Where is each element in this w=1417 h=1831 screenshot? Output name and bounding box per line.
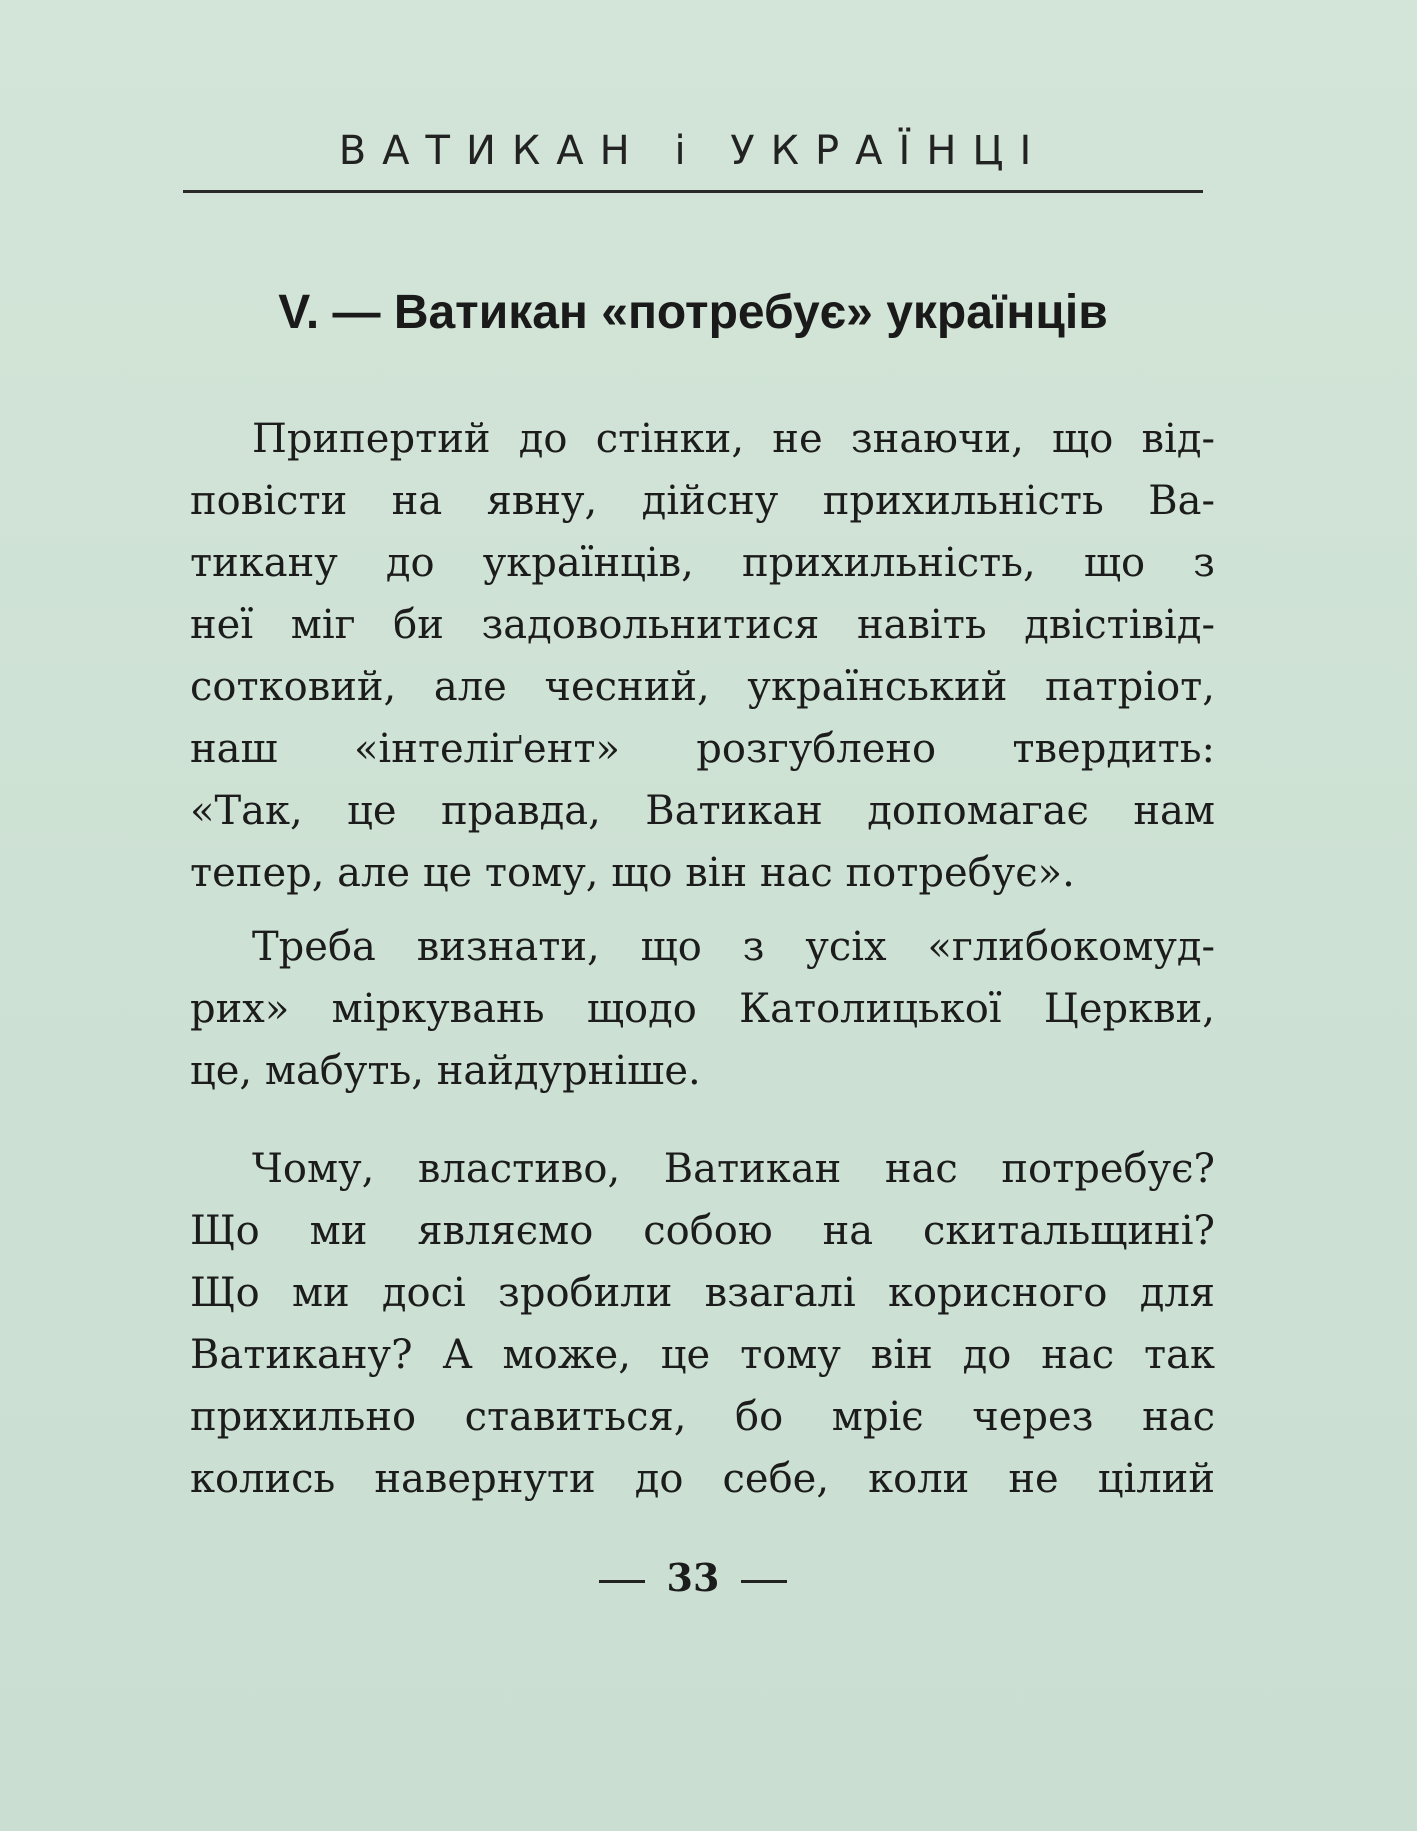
text-line: рих» міркувань щодо Католицької Церкви, [190,986,1215,1032]
body-text [190,408,1215,1510]
paragraph-3 [190,1138,1215,1510]
page-number [183,1555,1203,1600]
text-line: тепер, але це тому, що він нас потребує». [190,850,1075,896]
text-line: «Так, це правда, Ватикан допомагає нам [190,788,1215,834]
text-line: колись навернути до себе, коли не цілий [190,1456,1215,1502]
text-line: Чому, властиво, Ватикан нас потребує? [252,1146,1215,1192]
text-line: наш «інтеліґент» розгублено твердить: [190,726,1215,772]
text-line: неї міг би задовольнитися навіть двістівід- [190,602,1215,648]
text-line: тикану до українців, прихильність, що з [190,540,1215,586]
text-line: Що ми являємо собою на скитальщині? [190,1208,1215,1254]
header-rule [183,190,1203,193]
paragraph-spacer [190,1102,1215,1138]
folio-dash-left [599,1580,645,1583]
text-line: сотковий, але чесний, український патріот, [190,664,1215,710]
text-line: це, мабуть, найдурніше. [190,1048,701,1094]
text-line: прихильно ставиться, бо мріє через нас [190,1394,1215,1440]
paragraph-spacer [190,904,1215,916]
text-line: Припертий до стінки, не знаючи, що від- [252,416,1215,462]
paragraph-2 [190,916,1215,1102]
folio-dash-right [741,1580,787,1583]
text-line: Ватикану? А може, це тому він до нас так [190,1332,1215,1378]
text-line: Що ми досі зробили взагалі корисного для [190,1270,1215,1316]
text-line: повісти на явну, дійсну прихильність Ва- [190,478,1215,524]
chapter-title: V. — Ватикан «потребує» українців [278,286,1108,339]
text-line: Треба визнати, що з усіх «глибокомуд- [252,924,1215,970]
paragraph-1 [190,408,1215,904]
page-number-value: 33 [666,1555,720,1600]
running-head: ВАТИКАН і УКРАЇНЦІ [338,128,1048,174]
